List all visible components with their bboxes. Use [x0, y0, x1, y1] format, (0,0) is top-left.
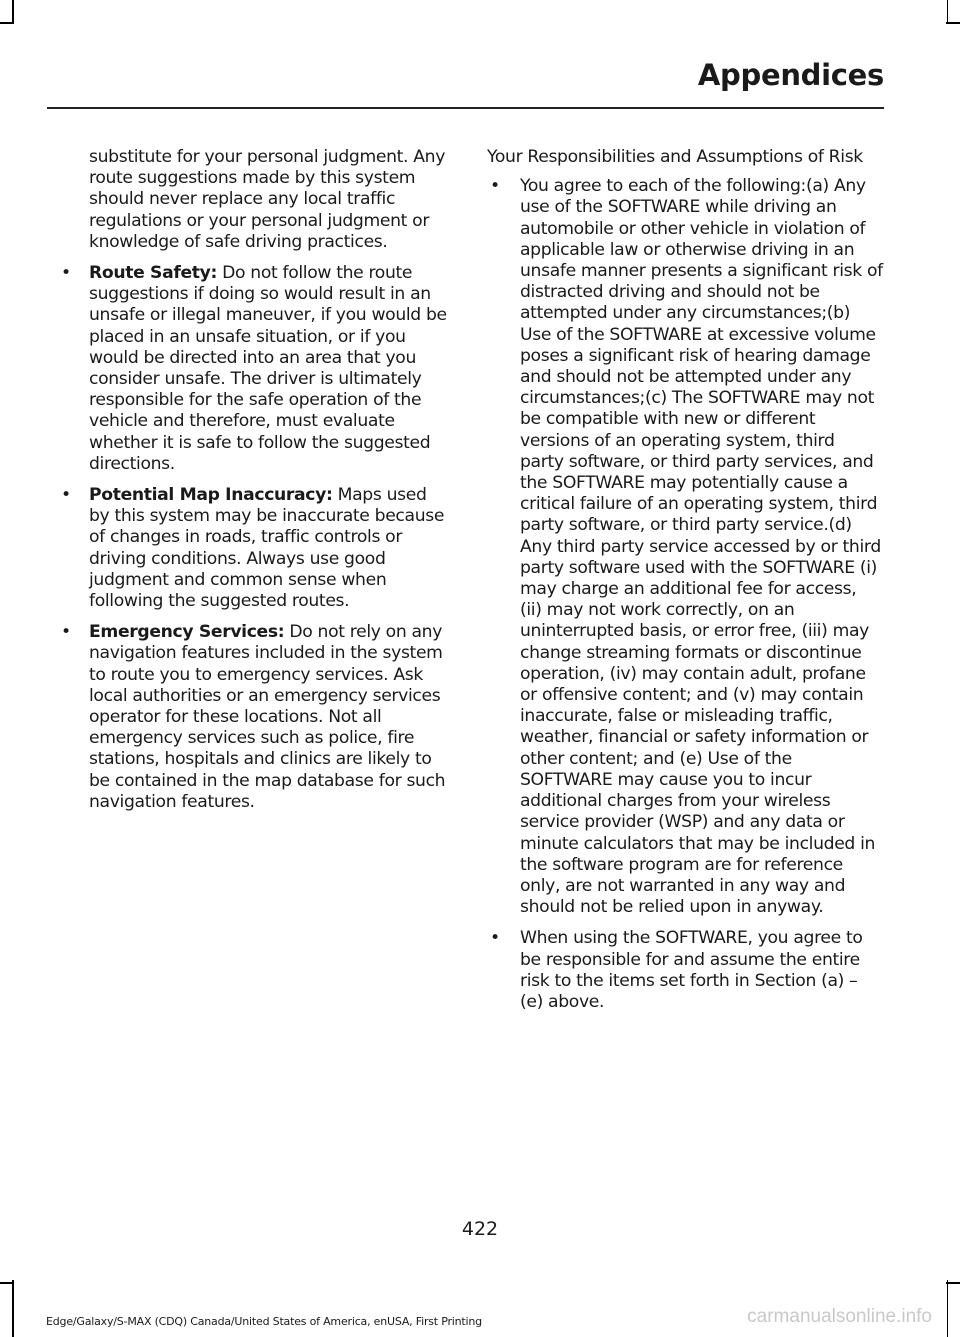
crop-mark: [947, 1280, 949, 1337]
left-column: [61, 147, 449, 823]
bullet-text: Do not follow the route suggestions if doing so would result in an unsafe or illegal maneuver, if you would be placed in an unsafe situation, or if you would be directed into an area that you consider unsafe. The driver is ultimately responsible for the safe operation of the vehicle and therefore, must evaluate whether it is safe to follow the suggested directions.: [89, 263, 447, 474]
crop-mark: [12, 0, 14, 24]
list-item: [487, 176, 883, 918]
list-item: [61, 622, 449, 813]
page-number: 422: [461, 1218, 499, 1240]
right-column: [487, 147, 883, 1023]
crop-mark: [12, 1280, 14, 1337]
subsection-heading: Your Responsibilities and Assumptions of Risk: [487, 147, 863, 167]
bullet-text: Maps used by this system may be inaccurate because of changes in roads, traffic controls or driving conditions. Always use good judgment and common sense when following the suggested routes.: [89, 485, 445, 612]
crop-mark: [946, 1282, 960, 1284]
bullet-icon: •: [490, 176, 500, 197]
crop-mark: [0, 22, 14, 24]
bullet-text: Do not rely on any navigation features included in the system to route you to emergency services. Ask local authorities or an emergency services operator for these locations. Not all emergency services such as police, fire stations, hospitals and clinics are likely to be contained in the map database for such navigation features.: [89, 622, 446, 812]
list-item: [61, 485, 449, 612]
bullet-term: Emergency Services:: [89, 622, 285, 643]
list-item: [487, 928, 883, 1013]
footer-text: Edge/Galaxy/S-MAX (CDQ) Canada/United States of America, enUSA, First Printing: [46, 1315, 482, 1328]
section-title: Appendices: [697, 58, 884, 92]
bullet-term: Potential Map Inaccuracy:: [89, 485, 333, 506]
list-item: [61, 263, 449, 475]
watermark: carmanualsonline.info: [747, 1306, 932, 1327]
bullet-text: When using the SOFTWARE, you agree to be responsible for and assume the entire risk to the items set forth in Section (a) – (e) above.: [520, 928, 863, 1012]
bullet-term: Route Safety:: [89, 263, 217, 284]
header-divider: [47, 107, 884, 109]
intro-paragraph: substitute for your personal judgment. Any route suggestions made by this system should never replace any local traffic regulations or your personal judgment or knowledge of safe driving practices.: [89, 147, 446, 252]
crop-mark: [947, 0, 949, 24]
crop-mark: [946, 22, 960, 24]
bullet-icon: •: [61, 485, 71, 506]
bullet-text: You agree to each of the following:(a) Any use of the SOFTWARE while driving an automobile or other vehicle in violation of applicable law or otherwise driving in an unsafe manner presents a significant risk of distracted driving and should not be attempted under any circumstances;(b) Use of the SOFTWARE at excessive volume poses a significant risk of hearing damage and should not be attempted under any circumstances;(c) The SOFTWARE may not be compatible with new or different versions of an operating system, third party software, or third party services, and the SOFTWARE may potentially cause a critical failure of an operating system, third party software, or third party service.(d) Any third party service accessed by or third party software used with the SOFTWARE (i) may charge an additional fee for access, (ii) may not work correctly, on an uninterrupted basis, or error free, (iii) may change streaming formats or discontinue operation, (iv) may contain adult, profane or offensive content; and (v) may contain inaccurate, false or misleading traffic, weather, financial or safety information or other content; and (e) Use of the SOFTWARE may cause you to incur additional charges from your wireless service provider (WSP) and any data or minute calculators that may be included in the software program are for reference only, are not warranted in any way and should not be relied upon in anyway.: [520, 176, 883, 918]
crop-mark: [0, 1282, 14, 1284]
bullet-icon: •: [490, 928, 500, 949]
bullet-icon: •: [61, 622, 71, 643]
bullet-icon: •: [61, 263, 71, 284]
